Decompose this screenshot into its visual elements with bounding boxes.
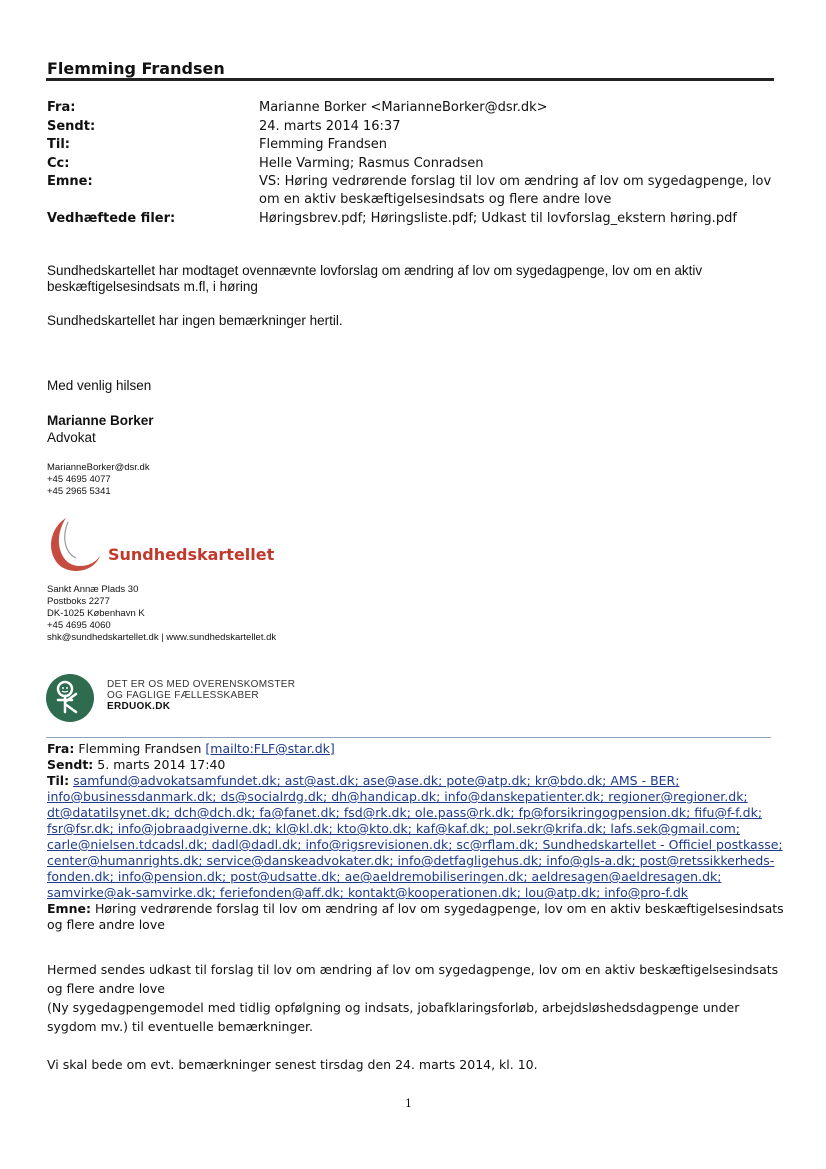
fwd-to-line[interactable]: fonden.dk; info@pension.dk; post@udsatte.dk; ae@aeldremobiliseringen.dk; aeldresagen@aeldresagen.dk;	[47, 869, 722, 884]
fwd-to-line[interactable]: dt@datatilsynet.dk; dch@dch.dk; fa@fanet.dk; fsd@rk.dk; ole.pass@rk.dk; fp@forsikringogpension.dk; fifu@f-f.dk;	[47, 805, 763, 820]
address-city: DK-1025 København K	[47, 608, 145, 619]
fwd-to-line[interactable]: center@humanrights.dk; service@danskeadvokater.dk; info@detfagligehus.dk; info@gls-a.dk; post@retssikkerheds-	[47, 853, 775, 868]
address-street: Sankt Annæ Plads 30	[47, 584, 139, 595]
signature-name: Marianne Borker	[47, 413, 154, 428]
fwd-sent-value: 5. marts 2014 17:40	[97, 757, 226, 772]
fwd-from-row	[47, 741, 787, 757]
body-paragraph-1: Sundhedskartellet har modtaget ovennævnte lovforslag om ændring af lov om sygedagpenge, lov om en aktiv beskæftigelsesindsats m.fl, i høring	[47, 263, 703, 294]
fwd-subject-row	[47, 901, 787, 917]
sundhedskartellet-logo-icon	[44, 512, 104, 581]
fwd-subject-continued: og flere andre love	[47, 917, 165, 932]
attachments-label: Vedhæftede filer:	[47, 211, 176, 226]
cc-value: Helle Varming; Rasmus Conradsen	[259, 156, 484, 171]
fwd-from-name: Flemming Frandsen	[78, 741, 202, 756]
signature-mobile: +45 2965 5341	[47, 486, 111, 497]
fwd-body-line: sygdom mv.) til eventuelle bemærkninger.	[47, 1019, 314, 1034]
erduok-line-1: DET ER OS MED OVERENSKOMSTER	[107, 679, 296, 690]
fwd-body-line: Hermed sendes udkast til forslag til lov om ændring af lov om sygedagpenge, lov om en aktiv beskæftigelsesindsats	[47, 962, 779, 977]
body-paragraph-2: Sundhedskartellet har ingen bemærkninger hertil.	[47, 313, 343, 328]
to-value: Flemming Frandsen	[259, 137, 387, 152]
fwd-to-row	[47, 773, 787, 789]
message-separator	[46, 737, 771, 738]
fwd-body-line: og flere andre love	[47, 981, 165, 996]
sent-label: Sendt:	[47, 119, 96, 134]
fwd-body-line: (Ny sygedagpengemodel med tidlig opfølgning og indsats, jobafklaringsforløb, arbejdsløshedsdagpenge under	[47, 1000, 740, 1015]
signature-title: Advokat	[47, 430, 96, 445]
from-value: Marianne Borker <MarianneBorker@dsr.dk>	[259, 100, 548, 115]
subject-label: Emne:	[47, 174, 93, 189]
erduok-url: ERDUOK.DK	[107, 701, 171, 712]
fwd-to-line[interactable]: fsr@fsr.dk; info@jobraadgiverne.dk; kl@kl.dk; kto@kto.dk; kaf@kaf.dk; pol.sekr@krifa.dk; lafs.sek@gmail.com;	[47, 821, 740, 836]
fwd-sent-row	[47, 757, 787, 773]
title-divider	[46, 78, 774, 81]
fwd-subject-value: Høring vedrørende forslag til lov om ændring af lov om sygedagpenge, lov om en aktiv beskæftigelsesindsats	[94, 901, 784, 916]
fwd-from-link[interactable]: [mailto:FLF@star.dk]	[205, 741, 335, 756]
erduok-tagline	[107, 679, 295, 712]
signature-email: MarianneBorker@dsr.dk	[47, 462, 150, 473]
erduok-logo-icon	[46, 674, 94, 722]
erduok-line-2: OG FAGLIGE FÆLLESSKABER	[107, 690, 259, 701]
greeting: Med venlig hilsen	[47, 378, 152, 393]
to-label: Til:	[47, 137, 70, 152]
fwd-body-deadline: Vi skal bede om evt. bemærkninger senest tirsdag den 24. marts 2014, kl. 10.	[47, 1057, 538, 1072]
fwd-to-line[interactable]: info@businessdanmark.dk; ds@socialrdg.dk; dh@handicap.dk; info@danskepatienter.dk; regioner@regioner.dk;	[47, 789, 748, 804]
fwd-from-label: Fra:	[47, 741, 75, 756]
page-title: Flemming Frandsen	[47, 59, 225, 78]
address-pobox: Postboks 2277	[47, 596, 110, 607]
address-phone: +45 4695 4060	[47, 620, 111, 631]
cc-label: Cc:	[47, 156, 70, 171]
fwd-sent-label: Sendt:	[47, 757, 94, 772]
page-number: 1	[405, 1097, 412, 1110]
signature-phone: +45 4695 4077	[47, 474, 111, 485]
sundhedskartellet-logo-text: Sundhedskartellet	[108, 545, 275, 564]
fwd-subject-label: Emne:	[47, 901, 91, 916]
from-label: Fra:	[47, 100, 76, 115]
fwd-to-label: Til:	[47, 773, 70, 788]
fwd-to-line[interactable]: carle@nielsen.tdcadsl.dk; dadl@dadl.dk; info@rigsrevisionen.dk; sc@rflam.dk; Sundhedskartellet - Officiel postkasse;	[47, 837, 783, 852]
fwd-to-line[interactable]: samvirke@ak-samvirke.dk; feriefonden@aff.dk; kontakt@kooperationen.dk; lou@atp.dk; info@pro-f.dk	[47, 885, 689, 900]
address-contact: shk@sundhedskartellet.dk | www.sundhedskartellet.dk	[47, 632, 277, 643]
attachments-value: Høringsbrev.pdf; Høringsliste.pdf; Udkast til lovforslag_ekstern høring.pdf	[259, 211, 737, 226]
sent-value: 24. marts 2014 16:37	[259, 119, 401, 134]
fwd-to-line[interactable]: samfund@advokatsamfundet.dk; ast@ast.dk; ase@ase.dk; pote@atp.dk; kr@bdo.dk; AMS - BER;	[73, 773, 680, 788]
subject-value: VS: Høring vedrørende forslag til lov om ændring af lov om sygedagpenge, lov om en aktiv beskæftigelsesindsats og flere andre love	[259, 174, 772, 207]
